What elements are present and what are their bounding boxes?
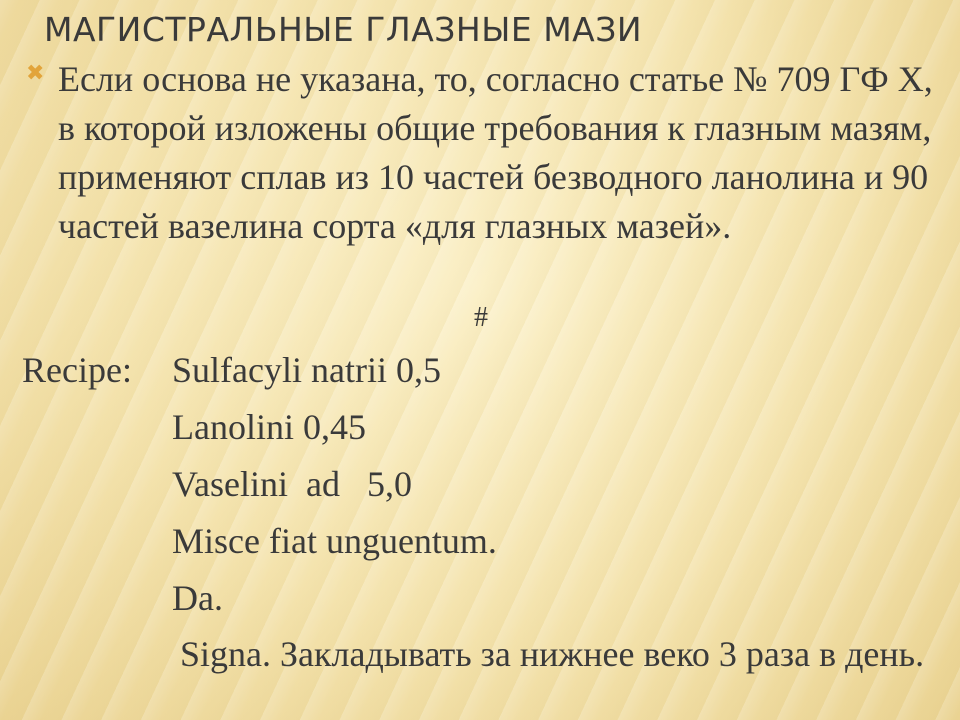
recipe-line-lanolin: Lanolini 0,45: [172, 407, 366, 447]
bullet-text: Если основа не указана, то, согласно статье № 709 ГФ Х, в которой изложены общие требования к глазным мазям, применяют сплав из 10 частей безводного ланолина и 90 частей вазелина сорта «для глазных мазей».: [58, 59, 933, 246]
signa-text: Signa. Закладывать за нижнее веко 3 раза в день.: [180, 634, 925, 674]
slide-title: МАГИСТРАЛЬНЫЕ ГЛАЗНЫЕ МАЗИ: [44, 10, 643, 49]
recipe-line-da: Da.: [172, 578, 223, 618]
x-bullet-icon: ✖: [26, 61, 45, 86]
recipe-line-vaselin: Vaselini ad 5,0: [172, 464, 412, 504]
recipe-line-misce: Misce fiat unguentum.: [172, 521, 497, 561]
hash-mark: #: [474, 302, 488, 333]
bullet-paragraph: [26, 55, 946, 251]
recipe-line-sulfacyl: Sulfacyli natrii 0,5: [172, 350, 441, 390]
recipe-label: Recipe:: [22, 350, 132, 390]
